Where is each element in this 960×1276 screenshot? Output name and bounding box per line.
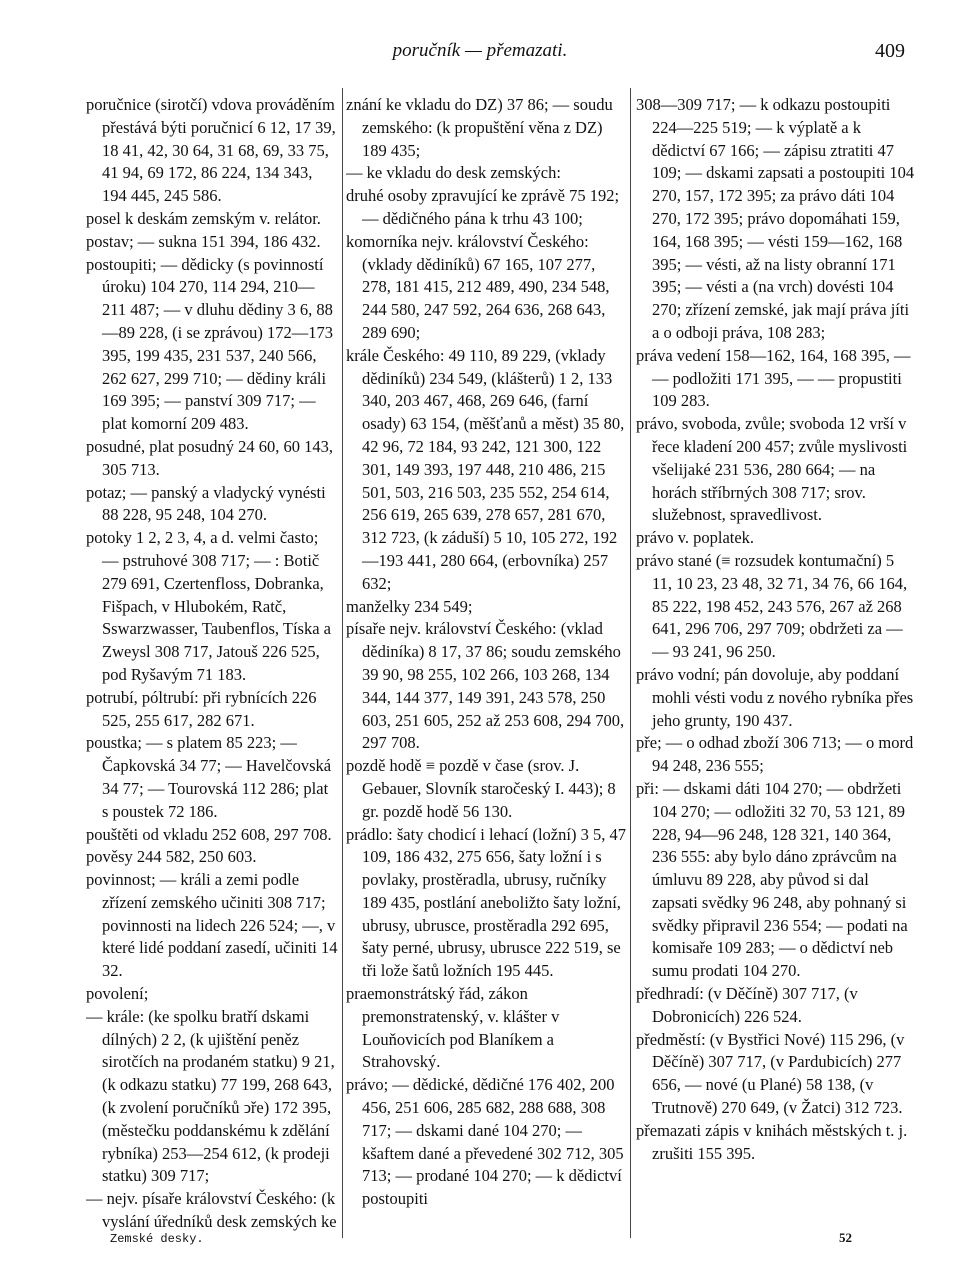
entry-paragraph: pře; — o odhad zboží 306 713; — o mord 94 248, 236 555;	[636, 733, 914, 776]
entry-paragraph: právo; — dědické, dědičné 176 402, 200 456, 251 606, 285 682, 288 688, 308 717; — dskami dané 104 270; — kšaftem dané a převedené 302 712, 305 713; — prodané 104 270; — k dědictví postoupiti	[346, 1075, 624, 1209]
entry-paragraph: povinnost; — králi a zemi podle zřízení zemského učiniti 308 717; povinnosti na lidech 226 524; —, v které lidé poddaní zasedí, učiniti 14 32.	[86, 870, 338, 981]
entry-paragraph: — ke vkladu do desk zemských:	[346, 163, 561, 183]
entry-paragraph: předhradí: (v Děčíně) 307 717, (v Dobronicích) 226 524.	[636, 984, 858, 1026]
entry-paragraph: přemazati zápis v knihách městských t. j. zrušiti 155 395.	[636, 1120, 908, 1163]
entry-paragraph: pouštěti od vkladu 252 608, 297 708.	[86, 824, 332, 844]
entry-paragraph: prádlo: šaty chodicí i lehací (ložní) 3 5, 47 109, 186 432, 275 656, šaty ložní i s povlaky, prostěradla, ubrusy, ručníky 189 435, postlání aneboližto šaty ložní, ubrusy, ubrusce, prostěradla 292 695, šaty perné, ubrusy, ubrusce 222 519, se tři lože šatů ložních 195 445.	[346, 824, 626, 981]
entry-paragraph: právo vodní; pán dovoluje, aby poddaní mohli vésti vodu z nového rybníka přes jeho grunty, 190 437.	[636, 664, 914, 730]
text-column-3	[636, 94, 918, 1234]
entry-paragraph: komorníka nejv. království Českého: (vklady dědiníků) 67 165, 107 277, 278, 181 415, 212 489, 490, 234 548, 244 580, 247 592, 264 636, 268 643, 289 690;	[346, 231, 610, 342]
entry-paragraph: při: — dskami dáti 104 270; — obdržeti 104 270; — odložiti 32 70, 53 121, 89 228, 94—96 248, 128 321, 140 364, 236 555: aby bylo dáno zprávcům na úmluvu 89 228, aby původ si dal zapsati svědky 96 248, aby pohnaný si svědky připravil 236 554; — podati na komisaře 109 283; — o dědictví neb sumu prodati 104 270.	[636, 778, 908, 981]
entry-paragraph: posel k deskám zemským v. relátor.	[86, 208, 321, 228]
entry-paragraph: 308—309 717; — k odkazu postoupiti 224—225 519; — k výplatě a k dědictví 67 166; — zápisu ztratiti 47 109; — dskami zapsati a postoupiti 104 270, 157, 172 395; za právo dáti 104 270, 172 395; právo dopomáhati 159, 164, 168 395; — vésti 159—162, 168 395; — vésti, až na listy obranní 171 395; — vésti a (na vrch) dovésti 104 270; zřízení zemské, jak mají práva jíti a o odboji práva, 108 283;	[636, 95, 915, 342]
sheet-number: 52	[839, 1230, 852, 1245]
running-head: poručník — přemazati.	[392, 40, 568, 61]
entry-paragraph: právo stané (≡ rozsudek kontumační) 5 11, 10 23, 23 48, 32 71, 34 76, 66 164, 85 222, 198 452, 243 576, 267 až 268 641, 296 706, 297 709; obdržeti za — — 93 241, 96 250.	[636, 550, 908, 662]
column-divider	[342, 88, 343, 1238]
page-number: 409	[875, 40, 905, 62]
entry-paragraph: potaz; — panský a vladycký vynésti 88 228, 95 248, 104 270.	[86, 482, 326, 525]
entry-paragraph: praemonstrátský řád, zákon premonstratenský, v. klášter v Louňovicích pod Blaníkem a Strahovský.	[346, 984, 560, 1072]
entry-paragraph: potoky 1 2, 2 3, 4, a d. velmi často; — pstruhové 308 717; — : Botič 279 691, Czertenfloss, Dobranka, Fišpach, v Hlubokém, Ratč, Sswarzwasser, Taubenflos, Tíska a Zweysl 308 717, Jatouš 226 525, pod Ryšavým 71 183.	[86, 528, 331, 684]
entry-paragraph: krále Českého: 49 110, 89 229, (vklady dědiníků) 234 549, (klášterů) 1 2, 133 340, 203 467, 468, 269 646, (farní osady) 63 154, (měšťanů a měst) 35 80, 42 96, 72 184, 93 242, 121 300, 122 301, 149 393, 197 448, 210 486, 215 501, 503, 216 503, 235 552, 254 614, 256 619, 265 639, 278 657, 281 670, 312 723, (k záduší) 5 10, 105 272, 192—193 441, 280 664, (erbovníka) 257 632;	[346, 345, 625, 593]
entry-paragraph: manželky 234 549;	[346, 596, 473, 616]
entry-paragraph: pověsy 244 582, 250 603.	[86, 847, 257, 867]
entry-paragraph: právo v. poplatek.	[636, 528, 755, 548]
entry-paragraph: práva vedení 158—162, 164, 168 395, — — podložiti 171 395, — — propustiti 109 283.	[636, 345, 911, 411]
entry-paragraph: právo, svoboda, zvůle; svoboda 12 vrší v řece kladení 200 457; zvůle myslivosti všelijaké 231 536, 280 664; — na horách stříbrných 308 717; srov. služebnost, spravedlivost.	[636, 414, 908, 525]
entry-paragraph: postoupiti; — dědicky (s povinností úroku) 104 270, 114 294, 210—211 487; — v dluhu dědiny 3 6, 88—89 228, (i se zprávou) 172—173 395, 199 435, 231 537, 240 566, 262 627, 299 710; — dědiny králi 169 395; — panství 309 717; — plat komorní 209 483.	[86, 254, 333, 434]
entry-paragraph: povolení;	[86, 984, 149, 1004]
entry-paragraph: — nejv. písaře království Českého: (k vyslání úředníků desk zemských ke	[86, 1189, 337, 1232]
signature-mark: Zemské desky.	[110, 1232, 204, 1246]
entry-paragraph: posudné, plat posudný 24 60, 60 143, 305 713.	[86, 436, 334, 479]
entry-paragraph: písaře nejv. království Českého: (vklad dědiníka) 8 17, 37 86; soudu zemského 39 90, 98 255, 102 266, 103 268, 134 344, 144 377, 149 391, 243 578, 250 603, 251 605, 252 až 253 608, 294 700, 297 708.	[346, 619, 625, 753]
entry-paragraph: pozdě hodě ≡ pozdě v čase (srov. J. Gebauer, Slovník staročeský I. 443); 8 gr. pozdě hodě 56 130.	[346, 756, 616, 821]
text-column-1	[86, 94, 338, 1234]
text-column-2	[346, 94, 626, 1234]
entry-paragraph: postav; — sukna 151 394, 186 432.	[86, 231, 321, 251]
entry-paragraph: potrubí, póltrubí: při rybnících 226 525, 255 617, 282 671.	[86, 687, 317, 730]
entry-paragraph: poustka; — s platem 85 223; — Čapkovská 34 77; — Havelčovská 34 77; — Tourovská 112 286; plat s poustek 72 186.	[86, 733, 332, 821]
column-divider	[630, 88, 631, 1238]
entry-paragraph: — krále: (ke spolku bratří dskami dílných) 2 2, (k ujištění peněz sirotčích na prodaném statku) 9 21, (k odkazu statku) 77 199, 268 643, (k zvolení poručníků ↄře) 172 395, (městečku poddanskému k zdělání rybníka) 253—254 612, (k prodeji statku) 309 717;	[86, 1006, 335, 1186]
entry-paragraph: předměstí: (v Bystřici Nové) 115 296, (v Děčíně) 307 717, (v Pardubicích) 277 656, — nové (u Plané) 58 138, (v Trutnově) 270 649, (v Žatci) 312 723.	[636, 1029, 905, 1118]
entry-paragraph: druhé osoby zpravující ke zprávě 75 192; — dědičného pána k trhu 43 100;	[346, 186, 620, 228]
entry-paragraph: poručnice (sirotčí) vdova prováděním přestává býti poručnicí 6 12, 17 39, 18 41, 42, 30 64, 31 68, 69, 33 75, 41 94, 69 172, 86 224, 134 343, 194 445, 245 586.	[86, 95, 336, 206]
entry-paragraph: znání ke vkladu do DZ) 37 86; — soudu zemského: (k propuštění věna z DZ) 189 435;	[346, 95, 613, 160]
